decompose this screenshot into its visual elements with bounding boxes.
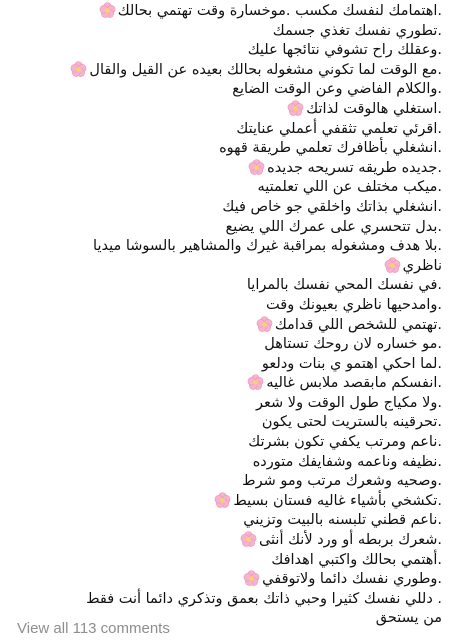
caption-line	[6, 2, 442, 22]
cherry-blossom-icon	[214, 492, 231, 509]
cherry-blossom-icon	[70, 61, 87, 78]
caption-line	[6, 316, 442, 336]
caption-line	[6, 41, 442, 61]
caption-line	[6, 61, 442, 81]
caption-line	[6, 374, 442, 394]
caption-line-text: .ميكب مختلف عن اللي تعلمتيه	[257, 179, 442, 196]
caption-line-text: .ناعم قطني تلبسنه بالبيت وتزيني	[243, 512, 442, 529]
caption-line-text: .وامدحيها ناظري بعيونك وقت	[266, 296, 442, 313]
cherry-blossom-icon	[256, 316, 273, 333]
cherry-blossom-icon	[248, 159, 265, 176]
caption-line-text: .اقرئي تعلمي تثقفي أعملي عنايتك	[236, 120, 442, 137]
caption-line-text: .اهتمامك لنفسك مكسب .موخسارة وقت تهتمي بحالك	[117, 3, 442, 19]
caption-line-text: .مو خساره لان روحك تستاهل	[264, 336, 442, 353]
caption-line-text: .مع الوقت لما تكوني مشغوله بحالك بعيده عن القيل والقال	[89, 61, 442, 78]
caption-line-text: .شعرك بربطه أو ورد لأنك أنثى	[258, 532, 442, 549]
caption-line	[6, 139, 442, 159]
caption-line	[6, 100, 442, 120]
caption-line	[6, 492, 442, 512]
caption-line	[6, 413, 442, 433]
caption-line-text: .وصحيه وشعرك مرتب ومو شرط	[242, 473, 442, 490]
caption-line	[6, 453, 442, 473]
caption-line-text: .أهتمي بحالك واكتبي اهدافك	[271, 551, 442, 568]
caption-line-text: .تطوري نفسك تغذي جسمك	[272, 22, 442, 39]
caption-line-text: .تهتمي للشخص اللي قدامك	[274, 316, 442, 333]
caption-line-text: .بلا هدف ومشغوله بمراقبة غيرك والمشاهير بالسوشا ميديا	[93, 238, 442, 255]
caption-line-text: .ولا مكياج طول الوقت ولا شعر	[256, 394, 442, 411]
caption-line	[6, 218, 442, 238]
caption-line-text: .تحرقينه بالستريت لحتى يكون	[261, 414, 442, 431]
caption-line	[6, 120, 442, 140]
cherry-blossom-icon	[240, 531, 257, 548]
caption-line	[6, 394, 442, 414]
caption-line-text: .والكلام الفاضي وعن الوقت الضايع	[232, 81, 442, 98]
caption-line-text: .استغلي هالوقت لذاتك	[306, 100, 442, 117]
caption-line	[6, 237, 442, 257]
caption-line-text: .بدل تتحسري على عمرك اللي يضيع	[225, 218, 442, 235]
caption-line	[6, 433, 442, 453]
cherry-blossom-icon	[287, 100, 304, 117]
caption-line	[6, 355, 442, 375]
caption-line	[6, 80, 442, 100]
cherry-blossom-icon	[384, 257, 401, 274]
caption-line	[6, 472, 442, 492]
caption-line-text: .نظيفه وناعمه وشفايفك متورده	[252, 453, 442, 470]
caption-line	[6, 159, 442, 179]
view-all-comments-link[interactable]: View all 113 comments	[17, 620, 170, 637]
caption-line-text: .انشغلي بأظافرك تعلمي طريقة قهوه	[219, 140, 442, 157]
caption-line-text: .وعقلك راح تشوفي نتائجها عليك	[247, 42, 442, 59]
caption-line-text: .انشغلي بذاتك واخلقي جو خاص فيك	[222, 198, 442, 215]
caption-line-text: ناظري	[402, 257, 442, 274]
caption-line-text: .تكشخي بأشياء غاليه فستان بسيط	[233, 492, 442, 509]
post-caption	[6, 2, 442, 629]
cherry-blossom-icon	[243, 570, 260, 587]
caption-line	[6, 276, 442, 296]
caption-line	[6, 551, 442, 571]
caption-line	[6, 531, 442, 551]
caption-line	[6, 257, 442, 277]
caption-line	[6, 198, 442, 218]
cherry-blossom-icon	[247, 374, 264, 391]
caption-line	[6, 570, 442, 590]
caption-line-text: .لما احكي اهتمو ي بنات ودلعو	[261, 355, 442, 372]
caption-line	[6, 335, 442, 355]
caption-line	[6, 22, 442, 42]
caption-line	[6, 511, 442, 531]
caption-line-text: . دللي نفسك كثيرا وحبي ذاتك بعمق وتذكري دائما أنت فقط	[86, 590, 442, 607]
caption-line-text: .انفسكم مابقصد ملابس غاليه	[266, 375, 442, 392]
caption-line	[6, 178, 442, 198]
caption-line-text: .في نفسك المحي نفسك بالمرايا	[246, 277, 442, 294]
cherry-blossom-icon	[99, 2, 116, 19]
caption-line-text: .وطوري نفسك دائما ولاتوقفي	[262, 571, 442, 588]
caption-line-text: .جديده طريقه تسريحه جديده	[267, 159, 442, 176]
caption-line	[6, 296, 442, 316]
caption-line	[6, 590, 442, 610]
caption-line-text: من يستحق	[375, 610, 442, 627]
caption-line-text: .ناعم ومرتب يكفي تكون بشرتك	[248, 434, 442, 451]
